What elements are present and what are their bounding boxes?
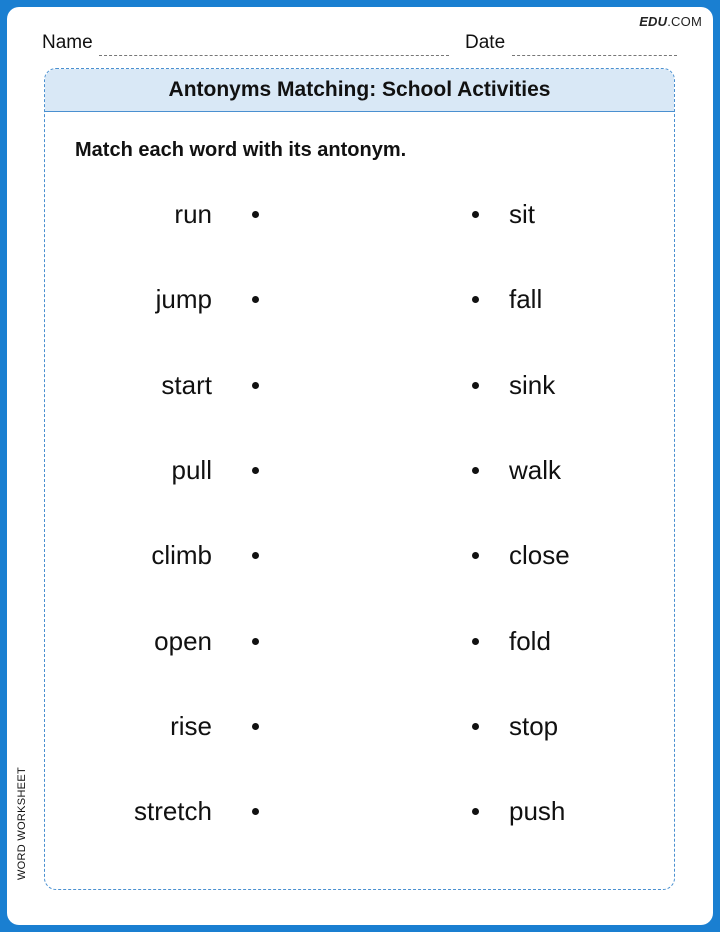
left-match-dot[interactable] (252, 723, 259, 730)
right-word: close (509, 540, 570, 571)
left-match-dot[interactable] (252, 638, 259, 645)
match-row (45, 199, 674, 239)
right-match-dot[interactable] (472, 638, 479, 645)
match-row (45, 370, 674, 410)
right-word: sit (509, 199, 535, 229)
right-word: push (509, 796, 566, 827)
left-match-dot[interactable] (252, 808, 259, 815)
right-word: sink (509, 369, 556, 400)
brand-logo: EDU.COM (639, 14, 702, 29)
right-word: fold (509, 625, 551, 656)
match-row (45, 540, 674, 580)
match-row (45, 284, 674, 324)
left-word: climb (151, 540, 212, 571)
left-match-dot[interactable] (252, 296, 259, 303)
left-word: jump (155, 284, 212, 315)
left-match-dot[interactable] (252, 382, 259, 389)
left-match-dot[interactable] (252, 552, 259, 559)
name-label: Name (42, 32, 93, 53)
matching-card (44, 68, 675, 890)
right-word: fall (509, 284, 543, 315)
match-row (45, 711, 674, 751)
match-row (45, 455, 674, 495)
date-line[interactable] (512, 35, 677, 56)
right-match-dot[interactable] (472, 723, 479, 730)
left-word: start (161, 369, 212, 400)
match-row (45, 626, 674, 666)
name-line[interactable] (99, 35, 449, 56)
right-match-dot[interactable] (472, 808, 479, 815)
right-word: walk (509, 454, 562, 485)
right-match-dot[interactable] (472, 467, 479, 474)
left-word: pull (171, 454, 212, 485)
right-match-dot[interactable] (472, 211, 479, 218)
date-label: Date (465, 32, 506, 53)
right-word: stop (509, 710, 559, 741)
right-match-dot[interactable] (472, 382, 479, 389)
worksheet-page (7, 7, 713, 925)
left-match-dot[interactable] (252, 467, 259, 474)
right-match-dot[interactable] (472, 296, 479, 303)
left-word: rise (170, 710, 212, 741)
worksheet-title: Antonyms Matching: School Activities (45, 69, 674, 112)
match-row (45, 796, 674, 836)
right-match-dot[interactable] (472, 552, 479, 559)
left-word: stretch (133, 796, 212, 827)
instructions: Match each word with its antonym. (75, 139, 407, 161)
side-label: WORD WORKSHEET (16, 767, 28, 880)
left-match-dot[interactable] (252, 211, 259, 218)
left-word: run (174, 199, 212, 229)
left-word: open (154, 625, 212, 656)
